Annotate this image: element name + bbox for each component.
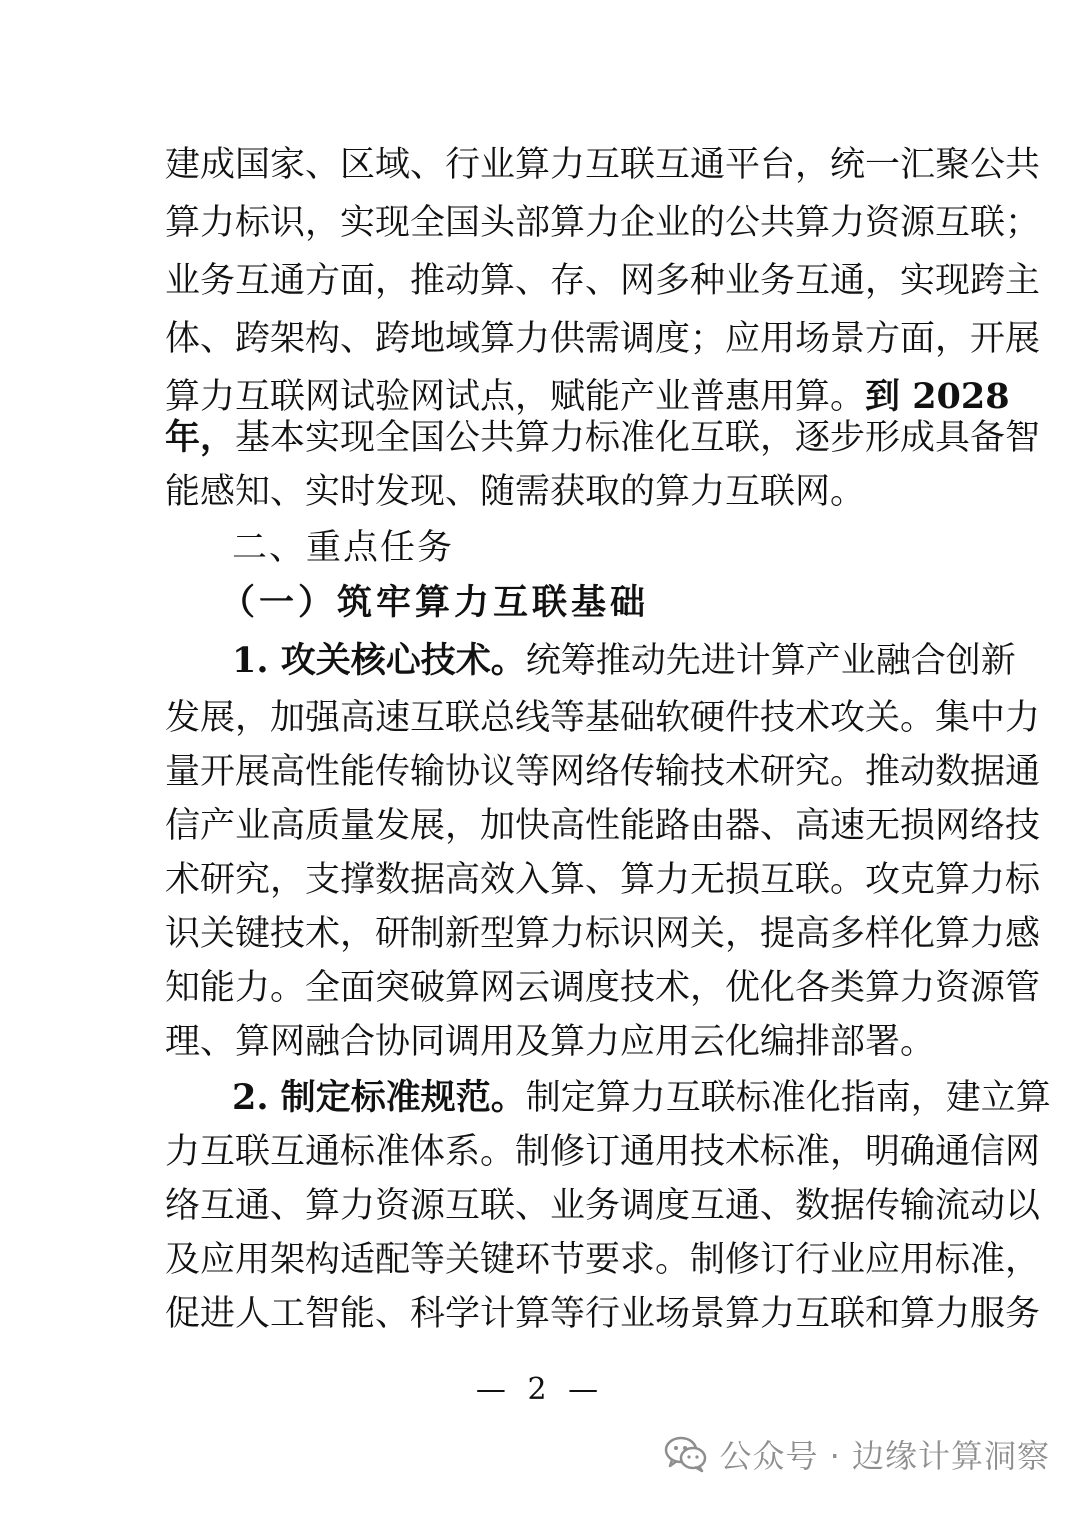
text-line: 识关键技术，研制新型算力标识网关，提高多样化算力感: [165, 914, 1041, 954]
item-title: 1. 攻关核心技术。: [232, 640, 526, 681]
text-line: 络互通、算力资源互联、业务调度互通、数据传输流动以: [165, 1186, 1041, 1226]
text-line: 术研究，支撑数据高效入算、算力无损互联。攻克算力标: [165, 860, 1041, 900]
item-first-line: [232, 1077, 1051, 1118]
text-line: 信产业高质量发展，加快高性能路由器、高速无损网络技: [165, 806, 1041, 846]
text-segment: 算力互联网试验网试点，赋能产业普惠用算。: [165, 377, 866, 417]
bold-text-segment: 到 2028: [865, 376, 1010, 417]
watermark: [663, 1432, 1050, 1476]
text-line: 业务互通方面，推动算、存、网多种业务互通，实现跨主: [165, 261, 1041, 301]
text-line: 理、算网融合协同调用及算力应用云化编排部署。: [165, 1022, 936, 1062]
text-line: 量开展高性能传输协议等网络传输技术研究。推动数据通: [165, 752, 1041, 792]
text-segment: 统筹推动先进计算产业融合创新: [525, 641, 1016, 681]
subsection-heading: （一）筑牢算力互联基础: [220, 582, 650, 623]
text-line: [165, 417, 1041, 458]
text-line: 建成国家、区域、行业算力互联互通平台，统一汇聚公共: [165, 145, 1041, 185]
text-line: 及应用架构适配等关键环节要求。制修订行业应用标准，: [165, 1240, 1041, 1280]
text-line: [165, 376, 1010, 417]
text-line: 能感知、实时发现、随需获取的算力互联网。: [165, 472, 866, 512]
text-line: 体、跨架构、跨地域算力供需调度；应用场景方面，开展: [165, 319, 1041, 359]
text-line: 力互联互通标准体系。制修订通用技术标准，明确通信网: [165, 1132, 1041, 1172]
text-segment: 基本实现全国公共算力标准化互联，逐步形成具备智: [235, 418, 1041, 458]
watermark-text: 公众号 · 边缘计算洞察: [719, 1437, 1050, 1475]
item-first-line: [232, 640, 1016, 681]
text-line: 知能力。全面突破算网云调度技术，优化各类算力资源管: [165, 968, 1041, 1008]
page-number: — 2 —: [475, 1372, 605, 1407]
text-line: 发展，加强高速互联总线等基础软硬件技术攻关。集中力: [165, 698, 1041, 738]
wechat-icon: [663, 1434, 709, 1474]
section-heading: 二、重点任务: [232, 528, 455, 568]
text-line: 促进人工智能、科学计算等行业场景算力互联和算力服务: [165, 1294, 1041, 1334]
text-segment: 制定算力互联标准化指南，建立算: [525, 1078, 1051, 1118]
item-title: 2. 制定标准规范。: [232, 1077, 526, 1118]
text-line: 算力标识，实现全国头部算力企业的公共算力资源互联；: [165, 203, 1041, 243]
bold-text-segment: 年，: [165, 417, 236, 458]
